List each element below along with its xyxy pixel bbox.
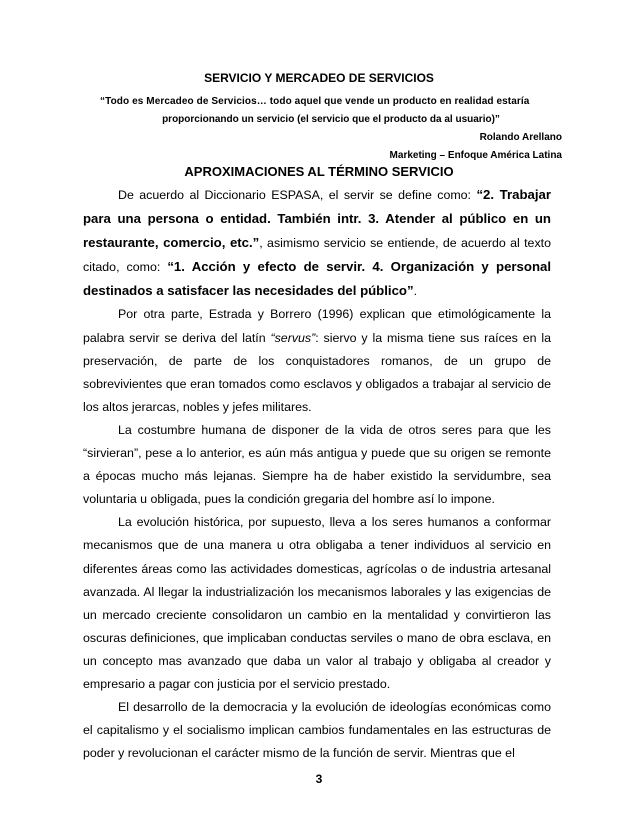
paragraph-1-text-b: , asimismo servicio se entiende, de acuerdo al texto citado, como: [83,236,551,275]
paragraph-1-text-a: De acuerdo al Diccionario ESPASA, el servir se define como: [118,188,477,202]
epigraph-line-2: proporcionando un servicio (el servicio que el producto da al usuario)” [162,114,500,125]
paragraph-2-latin-term: “servus” [270,330,316,345]
paragraph-2-text-b: : siervo y la misma tiene sus raíces en la preservación, de parte de los conquistadores romanos, de un grupo de sobrevivientes que eran tomados como esclavos y obligados a trabajar al servicio de los altos jerarcas, nobles y jefes militares. [83,330,551,414]
paragraph-1-definition-b: “1. Acción y efecto de servir. 4. Organización y personal destinados a satisfacer las necesidades del público” [83,259,551,299]
paragraph-4: La evolución histórica, por supuesto, lleva a los seres humanos a conformar mecanismos que de una manera u otra obligaba a tener individuos al servicio en diferentes áreas como las actividades domesticas, agrícolas o de industria artesanal avanzada. Al llegar la industrialización los mecanismos laborales y las exigencias de un mercado creciente consolidaron un cambio en la mentalidad y convirtieron las oscuras definiciones, que implicaban conductas serviles o mano de obra esclava, en un concepto mas avanzado que daba un valor al trabajo y obligaba al creador y empresario a pagar con justicia por el servicio prestado. [83,515,551,691]
paragraph-2-text-a: Por otra parte, Estrada y Borrero (1996) explican que etimológicamente la palabra servir se deriva del latín [83,307,551,345]
epigraph-author: Rolando Arellano [479,132,562,143]
epigraph [100,93,562,165]
body-text [83,183,551,765]
page-number: 3 [315,772,323,786]
paragraph-2 [83,303,551,418]
epigraph-line-1: “Todo es Mercadeo de Servicios… todo aquel que vende un producto en realidad estaría [100,96,530,107]
section-heading: APROXIMACIONES AL TÉRMINO SERVICIO [184,164,454,179]
paragraph-3: La costumbre humana de disponer de la vida de otros seres para que les “sirvieran”, pese a lo anterior, es aún más antigua y puede que su origen se remonte a épocas mucho más lejanas. Siempre ha de haber existido la servidumbre, sea voluntaria u obligada, pues la condición gregaria del hombre así lo impone. [83,422,551,507]
paragraph-1-text-c: . [413,284,418,299]
document-title: SERVICIO Y MERCADEO DE SERVICIOS [204,71,434,85]
paragraph-1-definition-a: “2. Trabajar para una persona o entidad. También intr. 3. Atender al público en un restaurante, comercio, etc.” [83,187,551,251]
paragraph-1 [83,183,551,303]
paragraph-5: El desarrollo de la democracia y la evolución de ideologías económicas como el capitalismo y el socialismo implican cambios fundamentales en las estructuras de poder y revolucionan el carácter mismo de la función de servir. Mientras que el [83,700,551,761]
epigraph-source: Marketing – Enfoque América Latina [389,150,562,161]
